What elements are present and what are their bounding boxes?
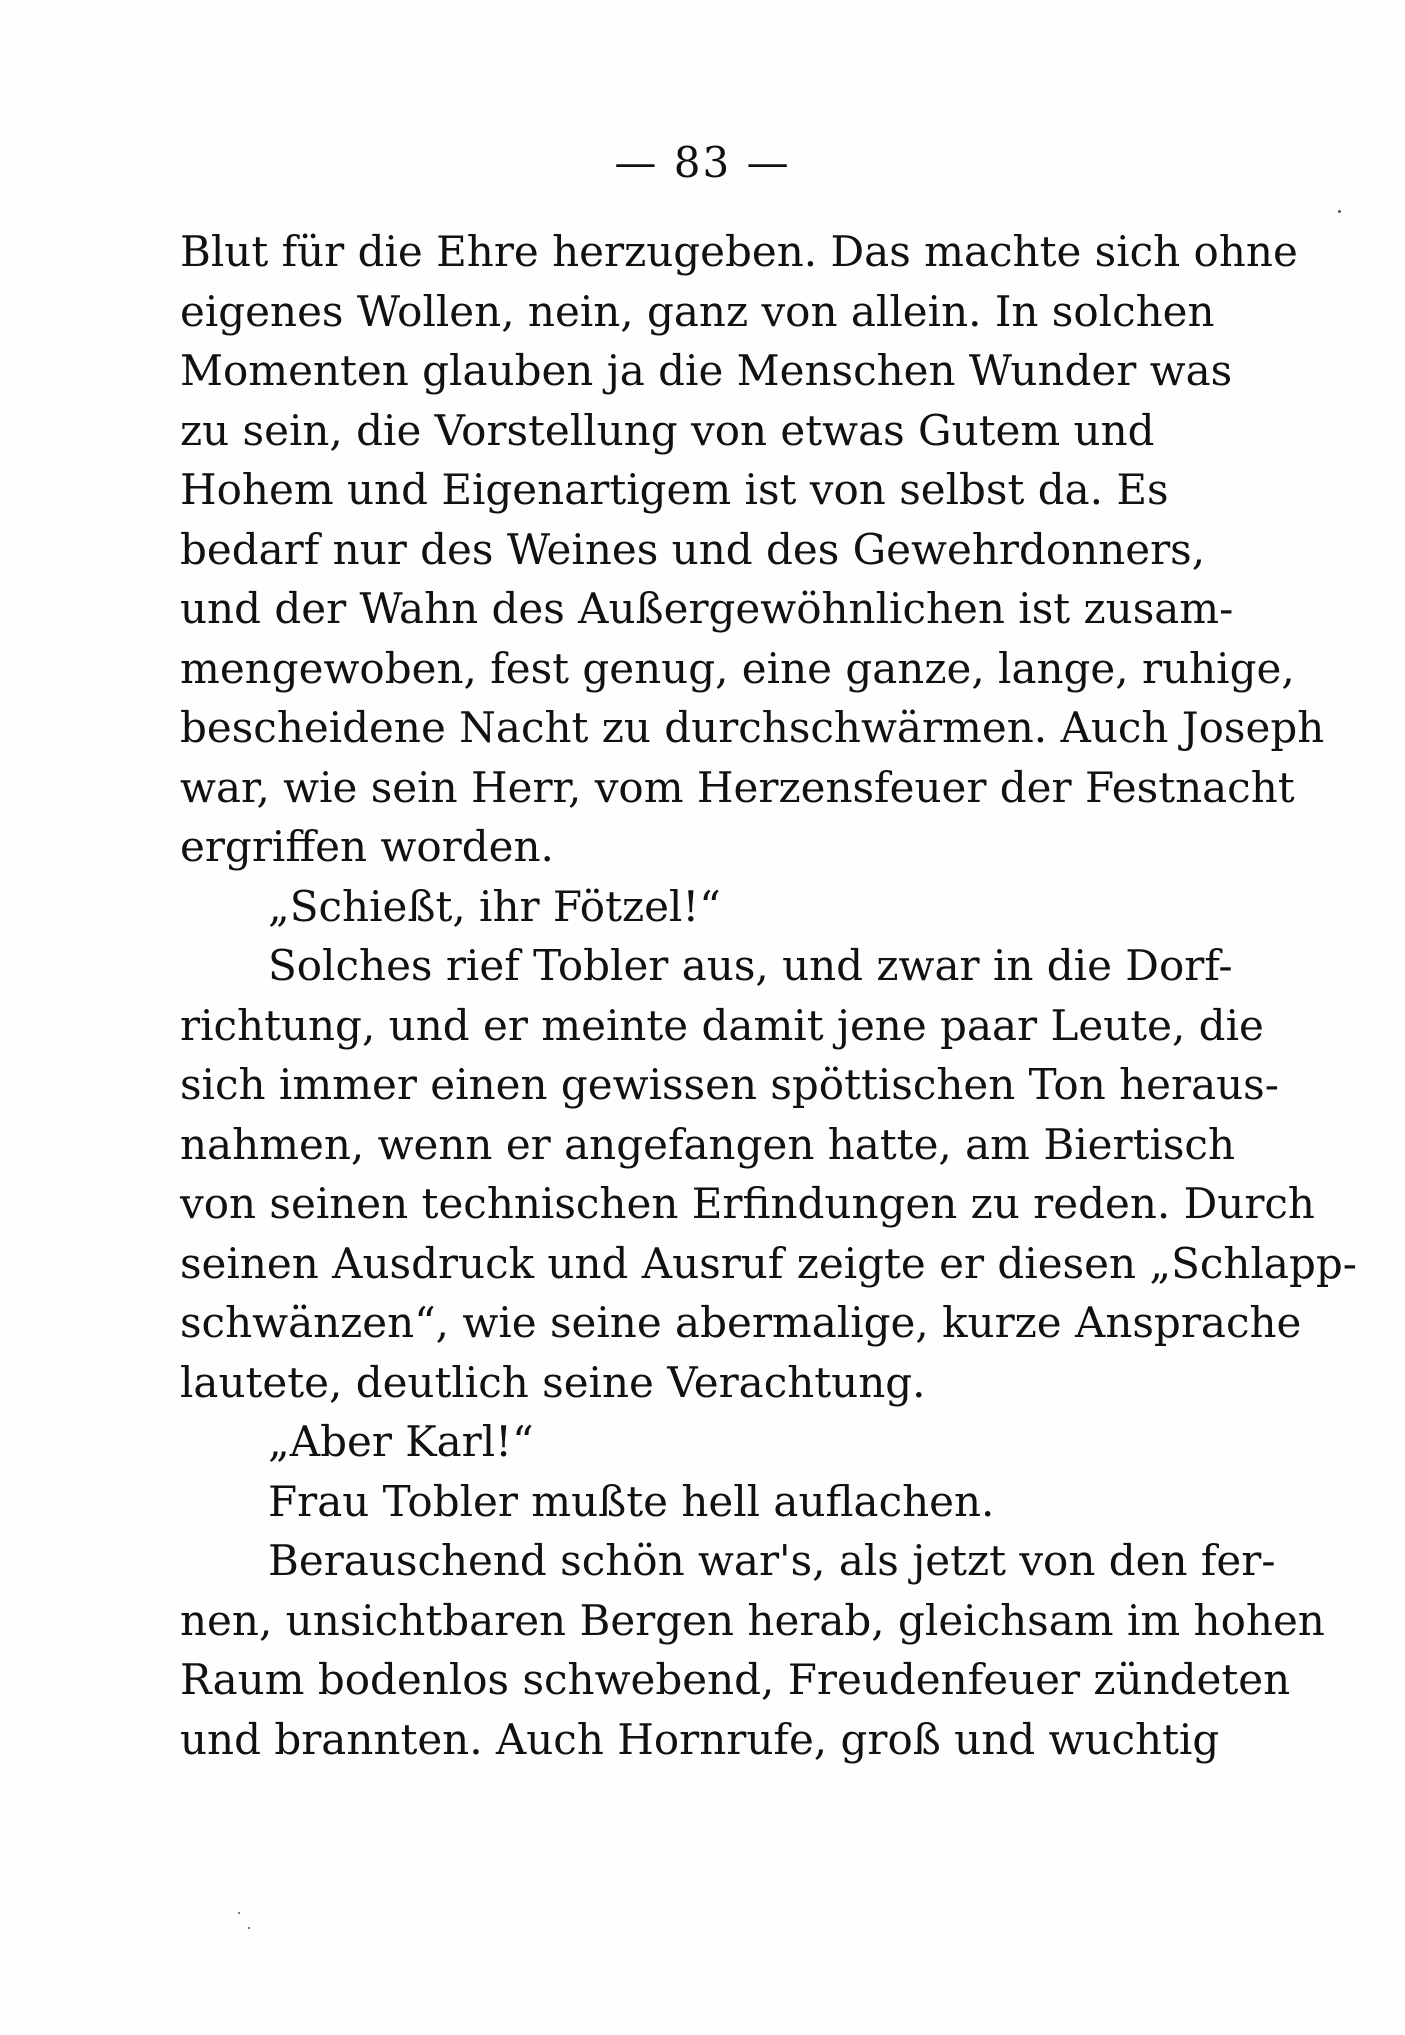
text-line: und der Wahn des Außergewöhnlichen ist zusam- (180, 584, 1234, 633)
text-line: seinen Ausdruck und Ausruf zeigte er diesen „Schlapp- (180, 1238, 1357, 1288)
paper-speck (1338, 210, 1341, 213)
text-line: mengewoben, fest genug, eine ganze, lange, ruhige, (180, 643, 1295, 693)
page-number: — 83 — (614, 138, 791, 187)
text-line: war, wie sein Herr, vom Herzensfeuer der Festnacht (180, 762, 1295, 812)
text-line: zu sein, die Vorstellung von etwas Gutem und (180, 405, 1155, 455)
text-line-paragraph-start: Solches rief Tobler aus, und zwar in die Dorf- (268, 941, 1233, 990)
text-line: von seinen technischen Erfindungen zu reden. Durch (180, 1179, 1315, 1228)
text-line: bescheidene Nacht zu durchschwärmen. Auch Joseph (180, 703, 1325, 752)
text-line: sich immer einen gewissen spöttischen Ton heraus- (180, 1060, 1279, 1109)
body-text (180, 222, 1357, 1769)
text-line-paragraph-start: Berauschend schön war's, als jetzt von den fer- (268, 1536, 1276, 1585)
text-line: schwänzen“, wie seine abermalige, kurze Ansprache (180, 1298, 1302, 1347)
text-line-quote: „Aber Karl!“ (268, 1417, 534, 1466)
text-line: Raum bodenlos schwebend, Freudenfeuer zündeten (180, 1655, 1291, 1704)
text-line: ergriffen worden. (180, 822, 554, 871)
text-line: Hohem und Eigenartigem ist von selbst da. Es (180, 465, 1169, 514)
text-line: Momenten glauben ja die Menschen Wunder was (180, 346, 1233, 395)
text-line: eigenes Wollen, nein, ganz von allein. In solchen (180, 286, 1215, 336)
paper-speck (238, 1912, 240, 1914)
text-line: richtung, und er meinte damit jene paar Leute, die (180, 1000, 1264, 1050)
text-line: nen, unsichtbaren Bergen herab, gleichsam im hohen (180, 1595, 1325, 1645)
text-line-quote: „Schießt, ihr Fötzel!“ (268, 881, 721, 931)
paper-speck (248, 1927, 250, 1929)
text-line: Blut für die Ehre herzugeben. Das machte sich ohne (180, 227, 1298, 276)
text-line-paragraph-start: Frau Tobler mußte hell auflachen. (268, 1476, 995, 1526)
text-line: bedarf nur des Weines und des Gewehrdonners, (180, 524, 1206, 574)
text-line: lautete, deutlich seine Verachtung. (180, 1357, 926, 1407)
text-line: und brannten. Auch Hornrufe, groß und wuchtig (180, 1714, 1220, 1764)
text-line: nahmen, wenn er angefangen hatte, am Biertisch (180, 1119, 1236, 1169)
